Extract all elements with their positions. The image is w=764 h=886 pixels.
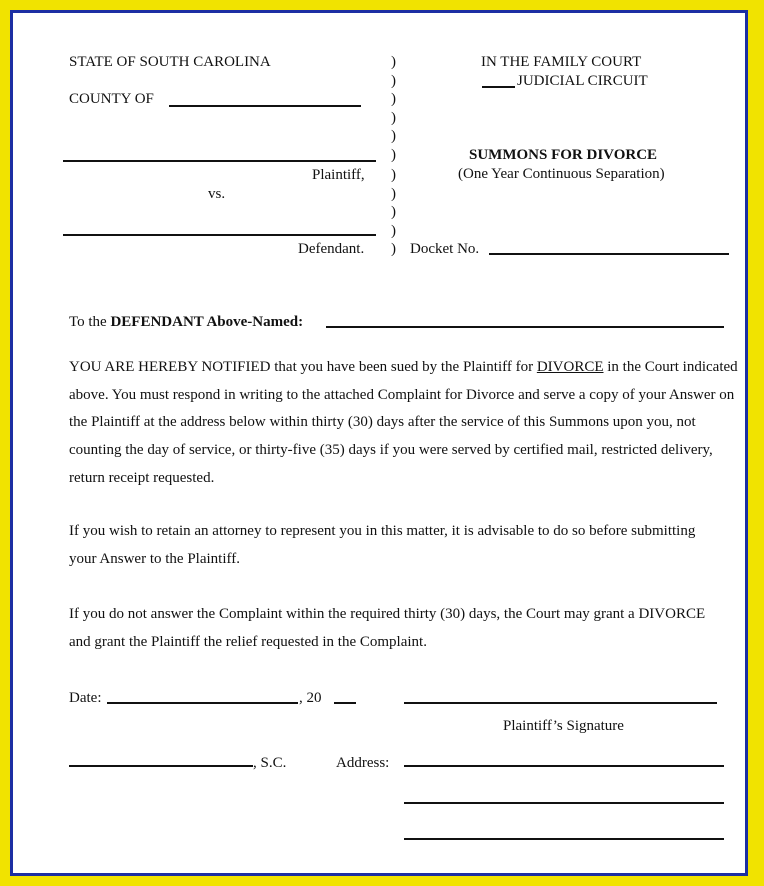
caption-paren: ) — [391, 91, 396, 107]
summons-page — [20, 20, 750, 886]
address-blank-3[interactable] — [404, 838, 724, 840]
attorney-paragraph: If you wish to retain an attorney to represent you in this matter, it is advisable to do so before submitting your Answer to the Plaintiff. — [69, 523, 696, 567]
to-defendant-line — [69, 313, 303, 331]
circuit-blank[interactable] — [482, 86, 515, 88]
caption-paren: ) — [391, 54, 396, 70]
plaintiff-label: Plaintiff, — [312, 167, 365, 183]
plaintiff-signature-label: Plaintiff’s Signature — [503, 718, 624, 734]
vs-label: vs. — [208, 186, 226, 202]
family-court-heading: IN THE FAMILY COURT — [481, 54, 642, 70]
caption-paren: ) — [391, 147, 396, 163]
summons-title: SUMMONS FOR DIVORCE — [469, 147, 658, 163]
plaintiff-name-blank[interactable] — [63, 160, 376, 162]
notice-paragraph — [69, 354, 739, 493]
sc-label: , S.C. — [253, 755, 287, 771]
notice-text-continued: in the Court indicated above. You must respond in writing to the attached Complaint for Divorce and serve a copy of your Answer on the Plaintiff at the address below within thirty (30) days after the service of this Summons upon you, not counting the day of service, or thirty-five (35) days if you were served by certified mail, restricted delivery, return receipt requested. — [69, 359, 738, 486]
defendant-above-named: DEFENDANT Above-Named: — [110, 314, 304, 330]
address-blank-1[interactable] — [404, 765, 724, 767]
caption-paren: ) — [391, 186, 396, 202]
state-heading: STATE OF SOUTH CAROLINA — [69, 54, 271, 70]
address-label: Address: — [336, 755, 390, 771]
caption-paren: ) — [391, 204, 396, 220]
to-prefix: To the — [69, 314, 111, 330]
date-label: Date: — [69, 690, 102, 706]
defendant-name-blank[interactable] — [63, 234, 376, 236]
caption-paren: ) — [391, 128, 396, 144]
docket-number-blank[interactable] — [489, 253, 729, 255]
default-paragraph: If you do not answer the Complaint within the required thirty (30) days, the Court may grant a DIVORCE and grant the Plaintiff the relief requested in the Complaint. — [69, 606, 706, 650]
plaintiff-signature-blank[interactable] — [404, 702, 717, 704]
year-label: , 20 — [299, 690, 322, 706]
county-label: COUNTY OF — [69, 91, 154, 107]
date-blank[interactable] — [107, 702, 298, 704]
caption-paren: ) — [391, 167, 396, 183]
caption-paren: ) — [391, 223, 396, 239]
city-blank[interactable] — [69, 765, 253, 767]
address-blank-2[interactable] — [404, 802, 724, 804]
divorce-underlined: DIVORCE — [536, 359, 604, 375]
defendant-label: Defendant. — [298, 241, 365, 257]
document-frame — [10, 10, 748, 876]
summons-subtitle: (One Year Continuous Separation) — [458, 166, 665, 182]
caption-paren: ) — [391, 73, 396, 89]
caption-paren: ) — [391, 241, 396, 257]
year-blank[interactable] — [334, 702, 356, 704]
judicial-circuit-label: JUDICIAL CIRCUIT — [517, 73, 648, 89]
caption-paren: ) — [391, 110, 396, 126]
docket-label: Docket No. — [410, 241, 480, 257]
notice-text: YOU ARE HEREBY NOTIFIED that you have been sued by the Plaintiff for — [69, 359, 537, 375]
county-blank[interactable] — [169, 105, 361, 107]
defendant-address-blank[interactable] — [326, 326, 724, 328]
